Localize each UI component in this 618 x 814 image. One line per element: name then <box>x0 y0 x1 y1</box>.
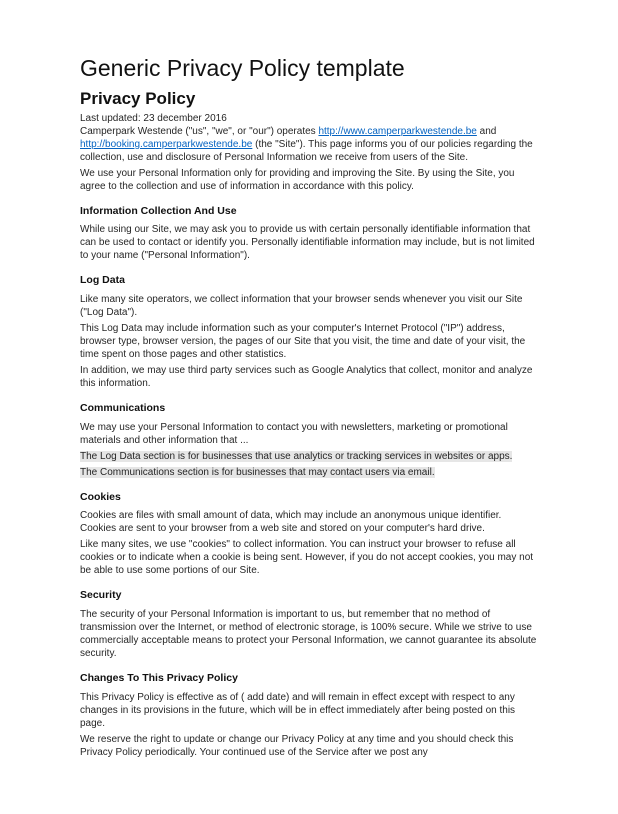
intro-text-1: Camperpark Westende ("us", "we", or "our") operates <box>80 125 319 137</box>
link-booking-camperparkwestende[interactable]: http://booking.camperparkwestende.be <box>80 138 253 150</box>
section-communications <box>80 402 538 479</box>
section-heading-cookies: Cookies <box>80 490 121 503</box>
section-heading-security: Security <box>80 589 122 602</box>
link-camperparkwestende[interactable]: http://www.camperparkwestende.be <box>318 125 477 137</box>
section-paragraph: This Privacy Policy is effective as of ( add date) and will remain in effect except with respect to any changes in its provisions in the future, which will be in effect immediately after being posted on this page. <box>80 691 516 729</box>
policy-title: Privacy Policy <box>80 89 196 109</box>
highlighted-note-communications: The Communications section is for businesses that may contact users via email. <box>80 466 435 478</box>
note-paragraph <box>80 450 538 463</box>
section-paragraph: The security of your Personal Information is important to us, but remember that no method of transmission over the Internet, or method of electronic storage, is 100% secure. While we strive to use commercially acceptable means to protect your Personal Information, we cannot guarantee its absolute security. <box>80 609 537 660</box>
section-heading-communications: Communications <box>80 402 166 415</box>
section-changes-to-privacy-policy <box>80 672 538 759</box>
section-paragraph: We reserve the right to update or change our Privacy Policy at any time and you should check this Privacy Policy periodically. Your continued use of the Service after we post any <box>80 733 514 758</box>
section-cookies <box>80 491 538 578</box>
section-heading-log-data: Log Data <box>80 274 125 287</box>
intro-text-3: (the "Site"). This page informs you of our policies regarding the collection, use and disclosure of Personal Information we receive from users of the Site. <box>80 138 533 163</box>
note-paragraph <box>80 466 538 479</box>
section-security <box>80 589 538 660</box>
section-information-collection-and-use <box>80 205 538 263</box>
highlighted-note-log-data: The Log Data section is for businesses that use analytics or tracking services in websites or apps. <box>80 450 513 462</box>
section-paragraph: Cookies are files with small amount of data, which may include an anonymous unique identifier. Cookies are sent to your browser from a web site and stored on your computer's hard drive. <box>80 510 502 535</box>
intro-paragraph-1 <box>80 125 538 164</box>
section-paragraph: While using our Site, we may ask you to provide us with certain personally identifiable information that can be used to contact or identify you. Personally identifiable information may include, but is not limited to your name ("Personal Information"). <box>80 224 535 262</box>
section-heading-changes: Changes To This Privacy Policy <box>80 672 238 685</box>
section-paragraph: We may use your Personal Information to contact you with newsletters, marketing or promotional materials and other information that ... <box>80 421 508 446</box>
section-paragraph: In addition, we may use third party services such as Google Analytics that collect, monitor and analyze this information. <box>80 365 533 390</box>
intro-text-2: and <box>476 125 497 137</box>
intro-paragraph-2: We use your Personal Information only for providing and improving the Site. By using the Site, you agree to the collection and use of information in accordance with this policy. <box>80 167 515 192</box>
section-paragraph: This Log Data may include information such as your computer's Internet Protocol ("IP") address, browser type, browser version, the pages of our Site that you visit, the time and date of your visit, the time spent on those pages and other statistics. <box>80 323 526 361</box>
document-title: Generic Privacy Policy template <box>80 55 405 81</box>
section-paragraph: Like many sites, we use "cookies" to collect information. You can instruct your browser to refuse all cookies or to indicate when a cookie is being sent. However, if you do not accept cookies, you may not be able to use some portions of our Site. <box>80 539 534 577</box>
section-paragraph: Like many site operators, we collect information that your browser sends whenever you visit our Site ("Log Data"). <box>80 294 523 319</box>
section-log-data <box>80 274 538 390</box>
last-updated-line: Last updated: 23 december 2016 <box>80 112 227 124</box>
section-heading-information-collection: Information Collection And Use <box>80 204 237 217</box>
